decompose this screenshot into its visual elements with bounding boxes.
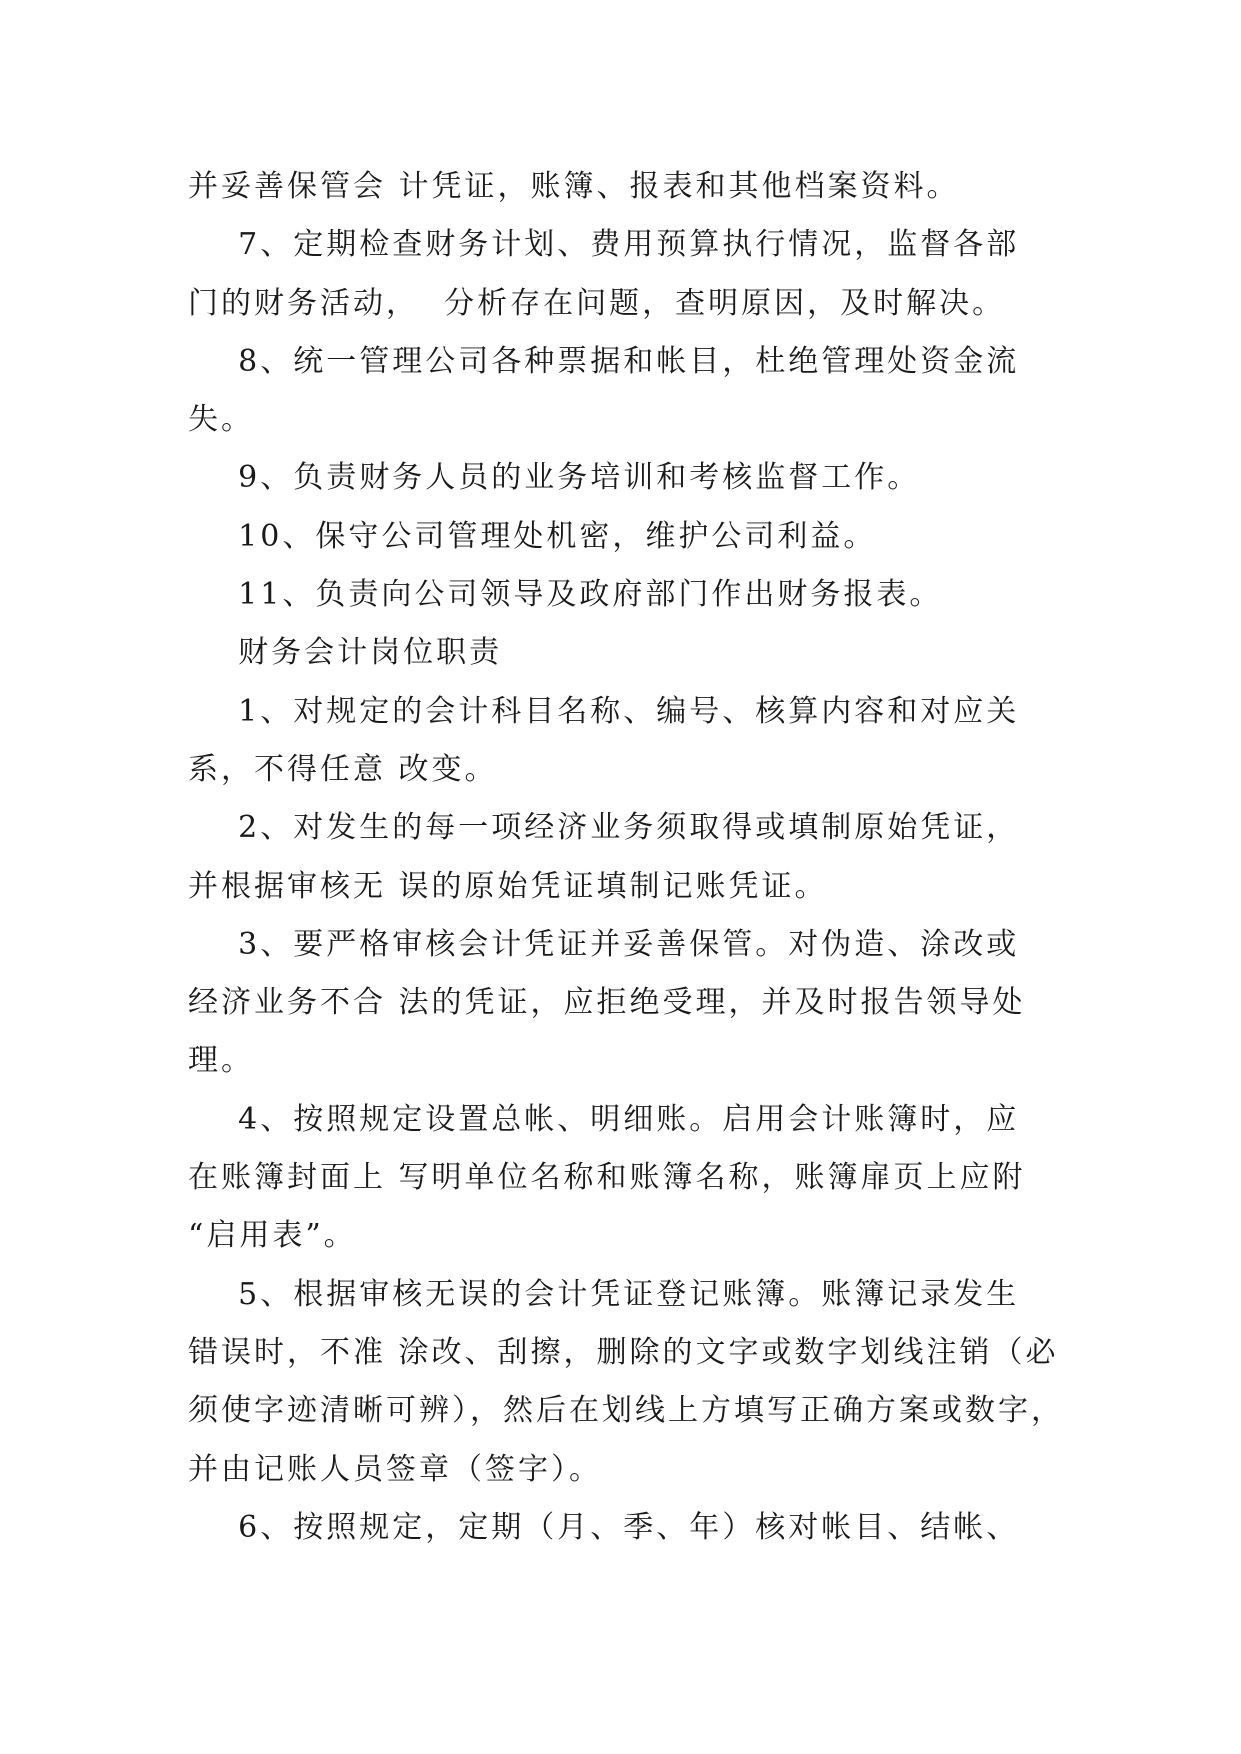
text-line: 并妥善保管会 计凭证，账簿、报表和其他档案资料。 [188, 169, 960, 204]
text-line: 6、按照规定，定期（月、季、年）核对帐目、结帐、 [188, 1509, 1020, 1545]
text-line: 门的财务活动， 分析存在问题，查明原因，及时解决。 [188, 285, 1006, 321]
text-line: 8、统一管理公司各种票据和帐目，杜绝管理处资金流 [188, 343, 1020, 379]
text-line: 7、定期检查财务计划、费用预算执行情况，监督各部 [188, 227, 1020, 263]
text-line: 5、根据审核无误的会计凭证登记账簿。账簿记录发生 [188, 1276, 1020, 1312]
text-line: 理。 [188, 1043, 254, 1079]
text-line: 在账簿封面上 写明单位名称和账簿名称，账簿扉页上应附 [188, 1160, 1026, 1196]
text-line: 并由记账人员签章（签字）。 [188, 1451, 602, 1487]
text-line: “启用表”。 [188, 1218, 357, 1254]
document-body [188, 158, 1064, 1557]
text-line: 须使字迹清晰可辨），然后在划线上方填写正确方案或数字， [188, 1393, 1064, 1429]
text-line: 错误时，不准 涂改、刮擦，删除的文字或数字划线注销（必 [188, 1334, 1059, 1370]
text-line: 9、负责财务人员的业务培训和考核监督工作。 [188, 460, 921, 496]
text-line: 失。 [188, 402, 254, 438]
text-line: 经济业务不合 法的凭证，应拒绝受理，并及时报告领导处 [188, 985, 1026, 1021]
text-line: 系，不得任意 改变。 [188, 751, 498, 787]
text-line: 3、要严格审核会计凭证并妥善保管。对伪造、涂改或 [188, 926, 1020, 962]
text-line: 10、保守公司管理处机密，维护公司利益。 [188, 518, 877, 554]
text-line: 11、负责向公司领导及政府部门作出财务报表。 [188, 577, 943, 613]
text-line: 4、按照规定设置总帐、明细账。启用会计账簿时，应 [188, 1101, 1020, 1137]
section-heading: 财务会计岗位职责 [188, 635, 503, 671]
text-line: 2、对发生的每一项经济业务须取得或填制原始凭证， [188, 810, 1020, 846]
text-line: 1、对规定的会计科目名称、编号、核算内容和对应关 [188, 693, 1020, 729]
text-line: 并根据审核无 误的原始凭证填制记账凭证。 [188, 868, 828, 904]
